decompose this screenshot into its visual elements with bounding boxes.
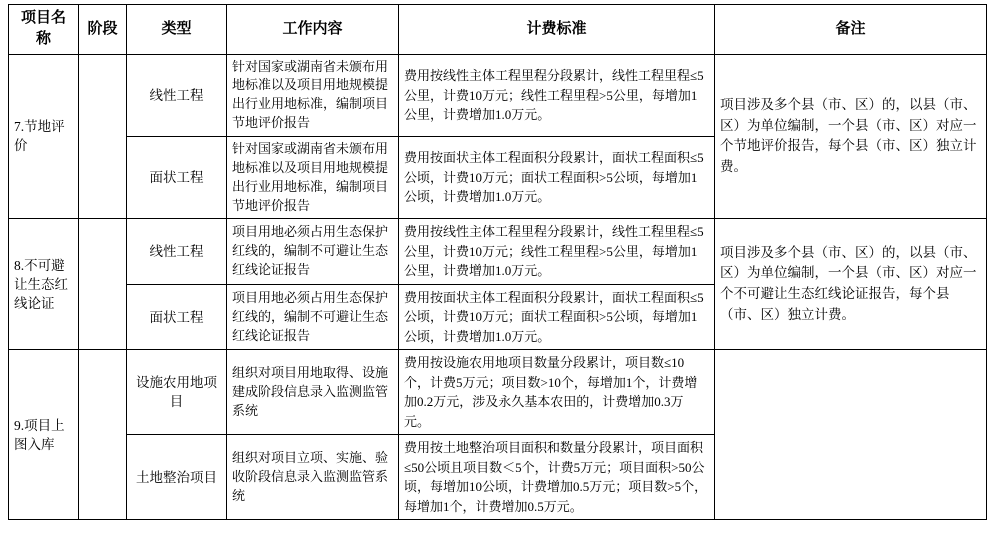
column-header-remark: 备注: [715, 5, 987, 55]
cell-stage: [79, 54, 127, 219]
cell-project-name: 9.项目上图入库: [9, 350, 79, 520]
cell-work-content: 项目用地必须占用生态保护红线的，编制不可避让生态红线论证报告: [227, 219, 399, 285]
column-header-work-content: 工作内容: [227, 5, 399, 55]
cell-fee-standard: 费用按设施农用地项目数量分段累计，项目数≤10个，计费5万元；项目数>10个，每增加1个，计费增加0.2万元，涉及永久基本农田的，计费增加0.3万元。: [399, 350, 715, 435]
column-header-type: 类型: [127, 5, 227, 55]
table-header-row: [9, 5, 987, 55]
table-row: [9, 350, 987, 435]
cell-fee-standard: 费用按线性主体工程里程分段累计，线性工程里程≤5公里，计费10万元；线性工程里程>5公里，每增加1公里，计费增加1.0万元。: [399, 54, 715, 136]
column-header-stage: 阶段: [79, 5, 127, 55]
cell-type: 面状工程: [127, 136, 227, 218]
cell-work-content: 组织对项目立项、实施、验收阶段信息录入监测监管系统: [227, 435, 399, 520]
cell-type: 土地整治项目: [127, 435, 227, 520]
cell-fee-standard: 费用按土地整治项目面积和数量分段累计，项目面积≤50公顷且项目数＜5个，计费5万元；项目面积>50公顷，每增加10公顷，计费增加0.5万元；项目数>5个，每增加1个，计费增加0.5万元。: [399, 435, 715, 520]
cell-stage: [79, 219, 127, 350]
cell-stage: [79, 350, 127, 520]
cell-work-content: 针对国家或湖南省未颁布用地标准以及项目用地规模提出行业用地标准，编制项目节地评价报告: [227, 54, 399, 136]
cell-fee-standard: 费用按线性主体工程里程分段累计，线性工程里程≤5公里，计费10万元；线性工程里程>5公里，每增加1公里，计费增加1.0万元。: [399, 219, 715, 285]
cell-remark: 项目涉及多个县（市、区）的，以县（市、区）为单位编制，一个县（市、区）对应一个不可避让生态红线论证报告，每个县（市、区）独立计费。: [715, 219, 987, 350]
cell-remark: [715, 350, 987, 520]
table-header: [9, 5, 987, 55]
column-header-project-name: 项目名称: [9, 5, 79, 55]
cell-type: 线性工程: [127, 219, 227, 285]
cell-type: 线性工程: [127, 54, 227, 136]
table-body: [9, 54, 987, 520]
cell-work-content: 针对国家或湖南省未颁布用地标准以及项目用地规模提出行业用地标准，编制项目节地评价报告: [227, 136, 399, 218]
table-row: [9, 54, 987, 136]
table-row: [9, 219, 987, 285]
cell-fee-standard: 费用按面状主体工程面积分段累计，面状工程面积≤5公顷，计费10万元；面状工程面积>5公顷，每增加1公顷，计费增加1.0万元。: [399, 284, 715, 350]
cell-project-name: 8.不可避让生态红线论证: [9, 219, 79, 350]
cell-project-name: 7.节地评价: [9, 54, 79, 219]
column-header-fee-standard: 计费标准: [399, 5, 715, 55]
cell-work-content: 组织对项目用地取得、设施建成阶段信息录入监测监管系统: [227, 350, 399, 435]
cell-work-content: 项目用地必须占用生态保护红线的，编制不可避让生态红线论证报告: [227, 284, 399, 350]
cell-remark: 项目涉及多个县（市、区）的，以县（市、区）为单位编制，一个县（市、区）对应一个节地评价报告，每个县（市、区）独立计费。: [715, 54, 987, 219]
fee-standard-table: [8, 4, 987, 520]
cell-type: 设施农用地项目: [127, 350, 227, 435]
cell-fee-standard: 费用按面状主体工程面积分段累计，面状工程面积≤5公顷，计费10万元；面状工程面积>5公顷，每增加1公顷，计费增加1.0万元。: [399, 136, 715, 218]
cell-type: 面状工程: [127, 284, 227, 350]
